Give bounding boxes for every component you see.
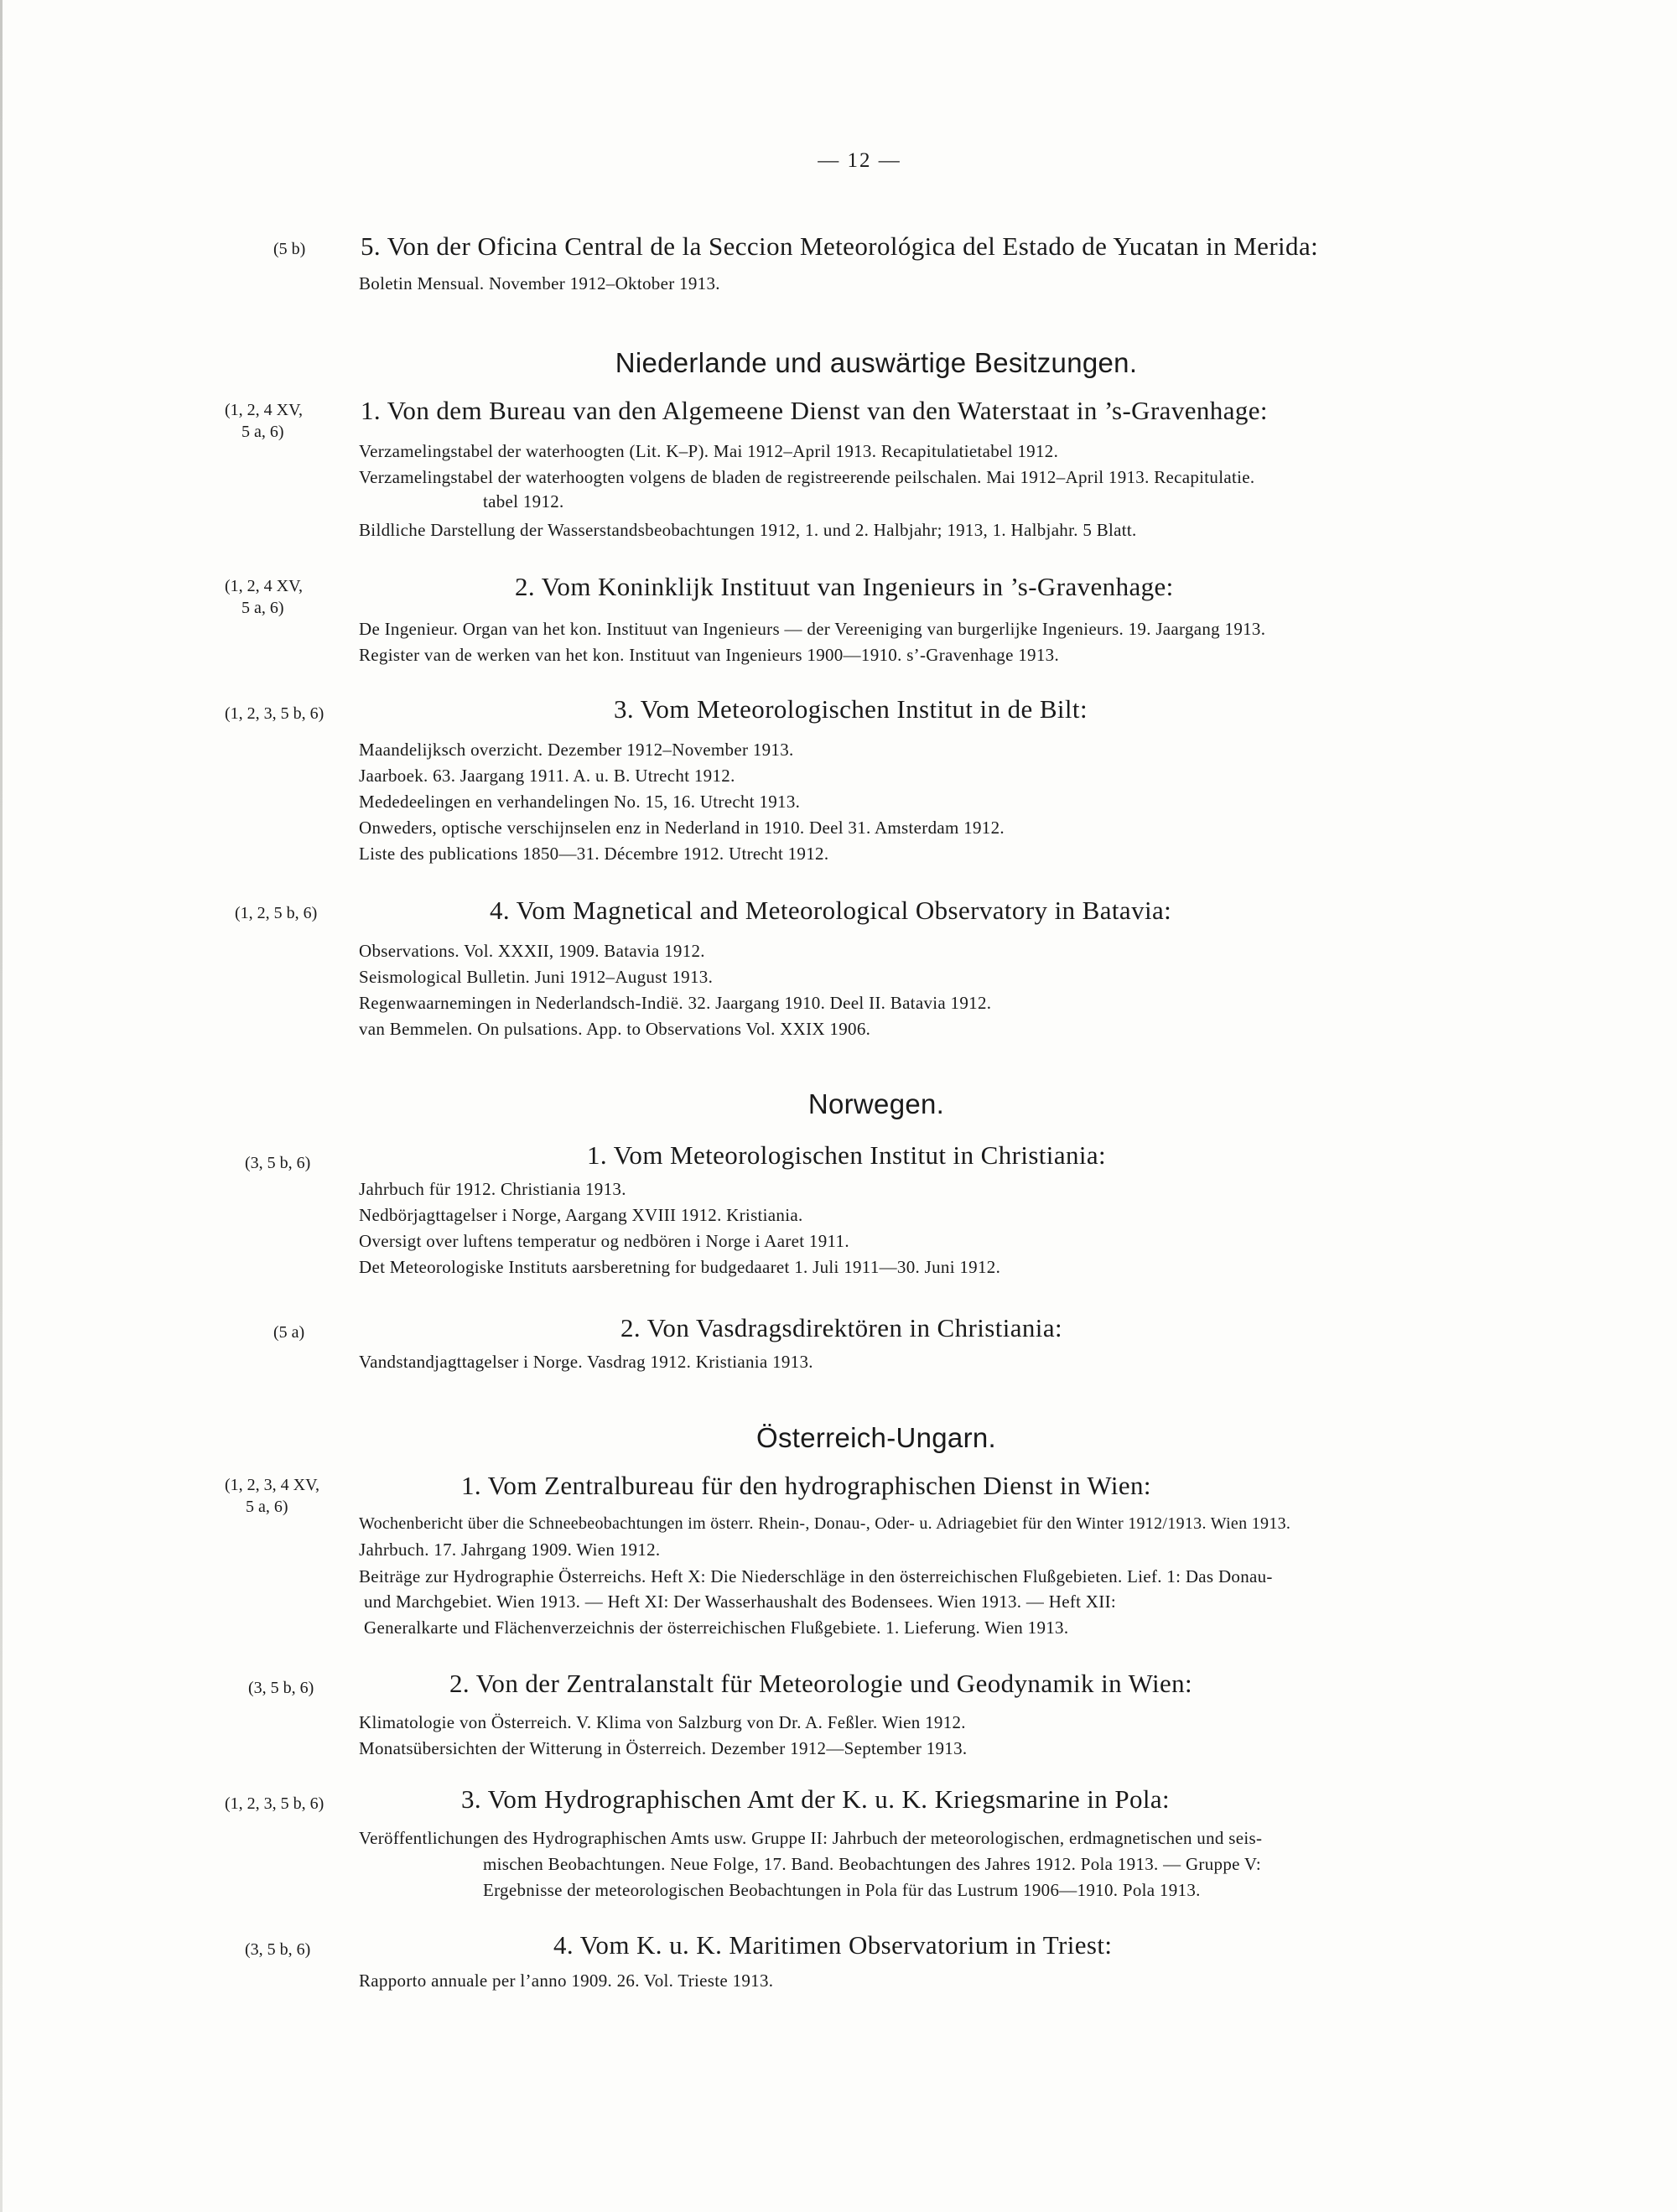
- page-number: — 12 —: [818, 149, 901, 172]
- at-3-line-0: Veröffentlichungen des Hydrographischen Amts usw. Gruppe II: Jahrbuch der meteorologischen, erdmagnetischen und seis-: [359, 1828, 1263, 1848]
- at-4-line-0: Rapporto annuale per l’anno 1909. 26. Vol. Trieste 1913.: [359, 1971, 774, 1991]
- at-1-code: (1, 2, 3, 4 XV, 5 a, 6): [225, 1476, 319, 1516]
- heading-niederlande: Niederlande und auswärtige Besitzungen.: [615, 347, 1138, 378]
- nl-3-line-3: Onweders, optische verschijnselen enz in Nederland in 1910. Deel 31. Amsterdam 1912.: [359, 818, 1005, 838]
- no-1-line-2: Oversigt over luftens temperatur og nedbören i Norge i Aaret 1911.: [359, 1231, 849, 1251]
- nl-1-line-3: Bildliche Darstellung der Wasserstandsbeobachtungen 1912, 1. und 2. Halbjahr; 1913, 1. Halbjahr. 5 Blatt.: [359, 520, 1137, 540]
- no-1-line-1: Nedbörjagttagelser i Norge, Aargang XVIII 1912. Kristiania.: [359, 1205, 803, 1225]
- nl-4-title: 4. Vom Magnetical and Meteorological Observatory in Batavia:: [490, 896, 1172, 925]
- yucatan-title: 5. Von der Oficina Central de la Seccion Meteorológica del Estado de Yucatan in Merida:: [361, 231, 1319, 261]
- nl-2-line-1: Register van de werken van het kon. Instituut van Ingenieurs 1900—1910. s’-Gravenhage 1913.: [359, 645, 1060, 665]
- at-3-code: (1, 2, 3, 5 b, 6): [225, 1794, 324, 1813]
- nl-3-line-0: Maandelijksch overzicht. Dezember 1912–November 1913.: [359, 740, 794, 760]
- nl-4-code: (1, 2, 5 b, 6): [235, 904, 318, 922]
- nl-4-line-3: van Bemmelen. On pulsations. App. to Observations Vol. XXIX 1906.: [359, 1019, 871, 1039]
- at-3-line-2: Ergebnisse der meteorologischen Beobachtungen in Pola für das Lustrum 1906—1910. Pola 1913.: [483, 1880, 1201, 1900]
- at-1-line-1: Jahrbuch. 17. Jahrgang 1909. Wien 1912.: [359, 1540, 661, 1560]
- nl-3-line-2: Mededeelingen en verhandelingen No. 15, 16. Utrecht 1913.: [359, 792, 801, 812]
- at-4-title: 4. Vom K. u. K. Maritimen Observatorium in Triest:: [553, 1930, 1113, 1960]
- at-1-line-0: Wochenbericht über die Schneebeobachtungen im österr. Rhein-, Donau-, Oder- u. Adriagebiet für den Winter 1912/1913. Wien 1913.: [359, 1514, 1291, 1533]
- heading-oesterreich: Österreich-Ungarn.: [756, 1422, 996, 1453]
- nl-2-line-0: De Ingenieur. Organ van het kon. Instituut van Ingenieurs — der Vereeniging van burgerlijke Ingenieurs. 19. Jaargang 1913.: [359, 619, 1266, 639]
- at-2-line-0: Klimatologie von Österreich. V. Klima von Salzburg von Dr. A. Feßler. Wien 1912.: [359, 1712, 966, 1732]
- at-1-line-2: Beiträge zur Hydrographie Österreichs. Heft X: Die Niederschläge in den österreichischen Flußgebieten. Lief. 1: Das Donau-: [359, 1566, 1273, 1586]
- nl-1-line-1: Verzamelingstabel der waterhoogten volgens de bladen de registreerende peilschalen. Mai 1912–April 1913. Recapitulatie.: [359, 467, 1255, 487]
- at-1-line-3: und Marchgebiet. Wien 1913. — Heft XI: Der Wasserhaushalt des Bodensees. Wien 1913. — Heft XII:: [364, 1591, 1116, 1612]
- no-2-code: (5 a): [273, 1323, 305, 1342]
- nl-4-line-2: Regenwaarnemingen in Nederlandsch-Indië. 32. Jaargang 1910. Deel II. Batavia 1912.: [359, 993, 992, 1013]
- nl-2-code: (1, 2, 4 XV, 5 a, 6): [225, 577, 303, 617]
- yucatan-code: (5 b): [273, 240, 306, 258]
- nl-1-line-0: Verzamelingstabel der waterhoogten (Lit. K–P). Mai 1912–April 1913. Recapitulatietabel 1912.: [359, 441, 1059, 461]
- at-3-line-1: mischen Beobachtungen. Neue Folge, 17. Band. Beobachtungen des Jahres 1912. Pola 1913. — Gruppe V:: [483, 1854, 1261, 1874]
- no-1-line-0: Jahrbuch für 1912. Christiania 1913.: [359, 1179, 626, 1199]
- at-2-line-1: Monatsübersichten der Witterung in Österreich. Dezember 1912—September 1913.: [359, 1738, 968, 1758]
- nl-4-line-0: Observations. Vol. XXXII, 1909. Batavia 1912.: [359, 941, 705, 961]
- nl-3-line-4: Liste des publications 1850—31. Décembre 1912. Utrecht 1912.: [359, 844, 829, 864]
- nl-1-title: 1. Von dem Bureau van den Algemeene Dienst van den Waterstaat in ’s-Gravenhage:: [361, 396, 1268, 425]
- nl-3-title: 3. Vom Meteorologischen Institut in de Bilt:: [614, 694, 1088, 724]
- no-2-title: 2. Von Vasdragsdirektören in Christiania:: [620, 1313, 1062, 1342]
- nl-3-code: (1, 2, 3, 5 b, 6): [225, 704, 324, 723]
- at-2-title: 2. Von der Zentralanstalt für Meteorologie und Geodynamik in Wien:: [449, 1669, 1193, 1698]
- nl-2-title: 2. Vom Koninklijk Instituut van Ingenieurs in ’s-Gravenhage:: [515, 572, 1174, 601]
- nl-1-code: (1, 2, 4 XV, 5 a, 6): [225, 401, 303, 441]
- yucatan-line-0: Boletin Mensual. November 1912–Oktober 1913.: [359, 273, 720, 293]
- no-1-title: 1. Vom Meteorologischen Institut in Christiania:: [587, 1140, 1107, 1170]
- at-1-title: 1. Vom Zentralbureau für den hydrographischen Dienst in Wien:: [461, 1471, 1151, 1500]
- at-4-code: (3, 5 b, 6): [245, 1940, 311, 1959]
- no-1-line-3: Det Meteorologiske Instituts aarsberetning for budgedaaret 1. Juli 1911—30. Juni 1912.: [359, 1257, 1001, 1277]
- at-2-code: (3, 5 b, 6): [248, 1679, 314, 1697]
- no-2-line-0: Vandstandjagttagelser i Norge. Vasdrag 1912. Kristiania 1913.: [359, 1352, 813, 1372]
- at-3-title: 3. Vom Hydrographischen Amt der K. u. K. Kriegsmarine in Pola:: [461, 1784, 1171, 1814]
- at-1-line-4: Generalkarte und Flächenverzeichnis der österreichischen Flußgebiete. 1. Lieferung. Wien 1913.: [364, 1617, 1069, 1638]
- nl-1-line-2: tabel 1912.: [483, 491, 564, 511]
- nl-3-line-1: Jaarboek. 63. Jaargang 1911. A. u. B. Utrecht 1912.: [359, 766, 735, 786]
- no-1-code: (3, 5 b, 6): [245, 1154, 311, 1172]
- nl-4-line-1: Seismological Bulletin. Juni 1912–August 1913.: [359, 967, 714, 987]
- heading-norwegen: Norwegen.: [807, 1088, 945, 1119]
